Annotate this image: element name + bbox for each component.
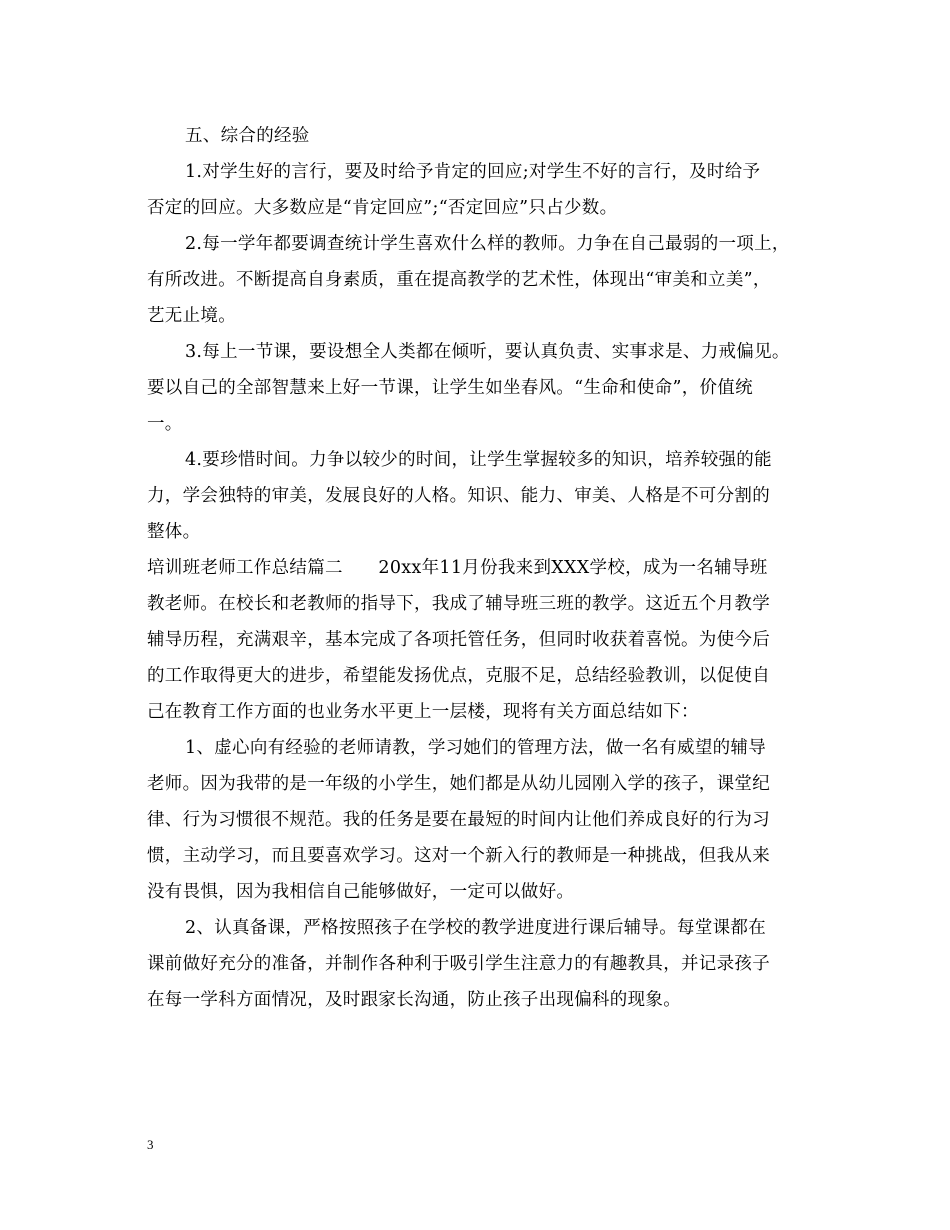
text-line: 的工作取得更大的进步，希望能发扬优点，克服不足，总结经验教训，以促使自 [147, 666, 770, 686]
text-line: 教老师。在校长和老教师的指导下，我成了辅导班三班的教学。这近五个月教学 [147, 594, 770, 614]
page-number: 3 [147, 1137, 154, 1152]
text-line: 律、行为习惯很不规范。我的任务是要在最短的时间内让他们养成良好的行为习 [147, 810, 770, 830]
text-line: 整体。 [147, 522, 201, 542]
text-line: 在每一学科方面情况，及时跟家长沟通，防止孩子出现偏科的现象。 [147, 990, 681, 1010]
text-line: 力，学会独特的审美，发展良好的人格。知识、能力、审美、人格是不可分割的 [147, 486, 770, 506]
text-line: 3.每上一节课，要设想全人类都在倾听，要认真负责、实事求是、力戒偏见。 [185, 342, 790, 362]
text-line: 2、认真备课，严格按照孩子在学校的教学进度进行课后辅导。每堂课都在 [185, 918, 767, 938]
text-line: 否定的回应。大多数应是“肯定回应”;“否定回应”只占少数。 [147, 198, 618, 218]
text-line: 1、虚心向有经验的老师请教，学习她们的管理方法，做一名有威望的辅导 [185, 738, 767, 758]
body-text [147, 118, 812, 1018]
text-line: 培训班老师工作总结篇二 20xx年11月份我来到XXX学校，成为一名辅导班 [147, 558, 768, 578]
text-line: 2.每一学年都要调查统计学生喜欢什么样的教师。力争在自己最弱的一项上， [185, 234, 790, 254]
text-line: 没有畏惧，因为我相信自己能够做好，一定可以做好。 [147, 882, 575, 902]
text-line: 要以自己的全部智慧来上好一节课，让学生如坐春风。“生命和使命”，价值统 [147, 378, 753, 398]
text-line: 己在教育工作方面的也业务水平更上一层楼，现将有关方面总结如下： [147, 702, 699, 722]
text-line: 惯，主动学习，而且要喜欢学习。这对一个新入行的教师是一种挑战，但我从来 [147, 846, 770, 866]
text-line: 五、综合的经验 [185, 126, 310, 146]
text-line: 一。 [147, 414, 183, 434]
text-line: 艺无止境。 [147, 306, 236, 326]
text-line: 有所改进。不断提高自身素质，重在提高教学的艺术性，体现出“审美和立美”， [147, 270, 771, 290]
text-line: 辅导历程，充满艰辛，基本完成了各项托管任务，但同时收获着喜悦。为使今后 [147, 630, 770, 650]
text-line: 4.要珍惜时间。力争以较少的时间，让学生掌握较多的知识，培养较强的能 [185, 450, 772, 470]
text-line: 1.对学生好的言行，要及时给予肯定的回应;对学生不好的言行，及时给予 [185, 162, 761, 182]
text-line: 老师。因为我带的是一年级的小学生，她们都是从幼儿园刚入学的孩子，课堂纪 [147, 774, 770, 794]
text-line: 课前做好充分的准备，并制作各种利于吸引学生注意力的有趣教具，并记录孩子 [147, 954, 770, 974]
